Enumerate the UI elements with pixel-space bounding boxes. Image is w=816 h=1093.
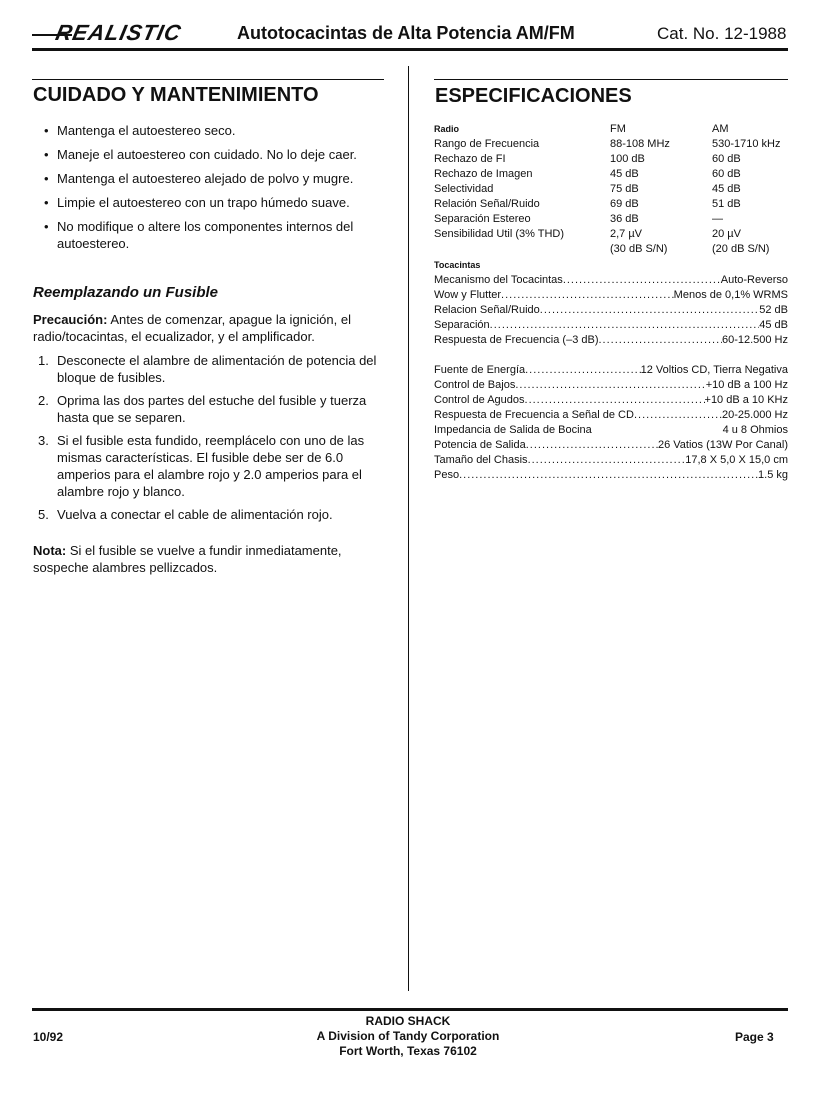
caution-label: Precaución:	[33, 312, 108, 327]
care-bullet-list	[44, 122, 384, 259]
table-row	[434, 423, 788, 438]
list-item: • Mantenga el autoestereo alejado de polvo y mugre.	[44, 170, 384, 187]
fm-value: 2,7 µV	[610, 228, 643, 240]
right-column-rule	[434, 79, 788, 80]
table-row	[434, 333, 788, 348]
am-value: —	[712, 213, 723, 225]
spec-value: 60-12.500 Hz	[721, 334, 788, 346]
spec-label: Respuesta de Frecuencia a Señal de CD	[434, 409, 634, 421]
spec-label: Rango de Frecuencia	[434, 138, 540, 150]
tape-section-label: Tocacintas	[434, 260, 481, 270]
spec-label: Separación Estereo	[434, 213, 531, 225]
fuse-steps-list	[38, 352, 384, 529]
column-separator	[408, 66, 409, 991]
step-text: Desconecte el alambre de alimentación de potencia del bloque de fusibles.	[57, 353, 377, 385]
spec-value: 12 Voltios CD, Tierra Negativa	[640, 364, 788, 376]
caution-paragraph	[33, 311, 384, 345]
spec-label: Tamaño del Chasis	[434, 454, 528, 466]
leader-dots	[598, 333, 721, 348]
fm-value: 75 dB	[610, 183, 639, 195]
spec-label: Rechazo de Imagen	[434, 168, 533, 180]
spec-value: 4 u 8 Ohmios	[722, 424, 788, 436]
leader-dots	[515, 378, 705, 393]
spec-label: Sensibilidad Util (3% THD)	[434, 228, 565, 240]
leader-dots	[528, 453, 686, 468]
step-number: 3.	[38, 433, 49, 448]
publisher-division: A Division of Tandy Corporation	[316, 1029, 500, 1043]
am-value: 45 dB	[712, 183, 741, 195]
table-row	[434, 137, 788, 152]
leader-dots	[634, 408, 722, 423]
fm-value: 88-108 MHz	[610, 138, 670, 150]
footer-publisher	[250, 1014, 566, 1059]
spec-label: Mecanismo del Tocacintas	[434, 274, 563, 286]
note-label: Nota:	[33, 543, 67, 558]
fm-value: 69 dB	[610, 198, 639, 210]
spec-value: 52 dB	[759, 304, 788, 316]
table-row	[434, 363, 788, 378]
leader-dots	[540, 303, 759, 318]
spec-value: +10 dB a 100 Hz	[705, 379, 788, 391]
spec-value: +10 dB a 10 KHz	[704, 394, 788, 406]
publisher-address: Fort Worth, Texas 76102	[339, 1044, 477, 1058]
spec-value: 17,8 X 5,0 X 15,0 cm	[685, 454, 788, 466]
table-row	[434, 393, 788, 408]
specs-heading: ESPECIFICACIONES	[435, 85, 632, 107]
note-text: Si el fusible se vuelve a fundir inmediatamente, sospeche alambres pellizcados.	[33, 543, 342, 575]
table-row	[434, 438, 788, 453]
step-number: 5.	[38, 507, 49, 522]
spec-label: Control de Agudos	[434, 394, 525, 406]
leader-dots	[525, 363, 641, 378]
care-heading: CUIDADO Y MANTENIMIENTO	[33, 84, 319, 106]
fm-value: 45 dB	[610, 168, 639, 180]
table-row	[434, 182, 788, 197]
catalog-number: Cat. No. 12-1988	[657, 24, 787, 43]
page-number: Page 3	[735, 1030, 774, 1044]
radio-section-label: Radio	[434, 124, 460, 134]
table-row	[434, 167, 788, 182]
step-text: Oprima las dos partes del estuche del fusible y tuerza hasta que se separen.	[57, 393, 367, 425]
leader-dots	[525, 393, 705, 408]
tape-header-row	[434, 258, 788, 273]
list-item	[38, 432, 384, 500]
table-row	[434, 288, 788, 303]
am-value: 60 dB	[712, 153, 741, 165]
step-text: Si el fusible esta fundido, reemplácelo con uno de las mismas características. El fusible debe ser de 6.0 amperios para el alambre rojo y 2.0 amperios para el alambre rojo y blanco.	[57, 433, 365, 499]
publisher-name: RADIO SHACK	[365, 1014, 451, 1028]
spec-value: Auto-Reverso	[720, 274, 788, 286]
table-row	[434, 197, 788, 212]
spec-label: Respuesta de Frecuencia (–3 dB)	[434, 334, 599, 346]
footer-date: 10/92	[33, 1030, 64, 1044]
spec-label: Separación	[434, 319, 490, 331]
fm-value: (30 dB S/N)	[610, 243, 668, 255]
list-item: • Limpie el autoestereo con un trapo húmedo suave.	[44, 194, 384, 211]
leader-dots	[490, 318, 760, 333]
step-number: 2.	[38, 393, 49, 408]
am-value: 60 dB	[712, 168, 741, 180]
spec-value: 1.5 kg	[758, 469, 788, 481]
table-row	[434, 212, 788, 227]
fm-column-header: FM	[610, 123, 626, 135]
spec-label: Relación Señal/Ruido	[434, 198, 540, 210]
leader-dots	[501, 288, 674, 303]
table-row	[434, 318, 788, 333]
list-item: • No modifique o altere los componentes internos del autoestereo.	[44, 218, 384, 252]
spec-value: 20-25.000 Hz	[721, 409, 788, 421]
am-value: 20 µV	[712, 228, 741, 240]
list-item	[38, 392, 384, 426]
spec-label: Fuente de Energía	[434, 364, 526, 376]
step-text: Vuelva a conectar el cable de alimentación rojo.	[57, 507, 333, 522]
table-row	[434, 378, 788, 393]
list-item: • Mantenga el autoestereo seco.	[44, 122, 384, 139]
am-value: 51 dB	[712, 198, 741, 210]
note-paragraph	[33, 542, 384, 576]
table-row	[434, 152, 788, 167]
spec-value: 45 dB	[759, 319, 788, 331]
fm-value: 36 dB	[610, 213, 639, 225]
leader-dots	[459, 468, 758, 483]
list-item	[38, 352, 384, 386]
document-title: Autotocacintas de Alta Potencia AM/FM	[237, 23, 575, 43]
header-divider	[32, 48, 788, 51]
spec-label: Wow y Flutter	[434, 289, 502, 301]
spec-label: Rechazo de FI	[434, 153, 506, 165]
spec-label: Selectividad	[434, 183, 494, 195]
left-column-rule	[32, 79, 384, 80]
fuse-heading: Reemplazando un Fusible	[33, 284, 219, 301]
table-row	[434, 453, 788, 468]
radio-header-row	[434, 122, 788, 137]
spec-value: 26 Vatios (13W Por Canal)	[657, 439, 788, 451]
list-item	[38, 506, 384, 523]
am-value: 530-1710 kHz	[712, 138, 781, 150]
fm-value: 100 dB	[610, 153, 645, 165]
table-row	[434, 468, 788, 483]
table-row	[434, 242, 788, 257]
spec-label: Potencia de Salida	[434, 439, 526, 451]
table-row	[434, 303, 788, 318]
am-value: (20 dB S/N)	[712, 243, 770, 255]
table-row	[434, 227, 788, 242]
table-row	[434, 408, 788, 423]
step-number: 1.	[38, 353, 49, 368]
brand-logo: REALISTIC	[53, 20, 184, 45]
table-row	[434, 273, 788, 288]
spec-label: Control de Bajos	[434, 379, 516, 391]
spec-value: Menos de 0,1% WRMS	[673, 289, 788, 301]
list-item: • Maneje el autoestereo con cuidado. No lo deje caer.	[44, 146, 384, 163]
spec-label: Relacion Señal/Ruido	[434, 304, 540, 316]
leader-dots	[526, 438, 658, 453]
spec-label: Impedancia de Salida de Bocina	[434, 424, 592, 436]
am-column-header: AM	[712, 123, 729, 135]
leader-dots	[563, 273, 721, 288]
footer-divider	[32, 1008, 788, 1011]
spec-label: Peso	[434, 469, 460, 481]
caution-text: Antes de comenzar, apague la ignición, el radio/tocacintas, el ecualizador, y el amplificador.	[33, 312, 351, 344]
